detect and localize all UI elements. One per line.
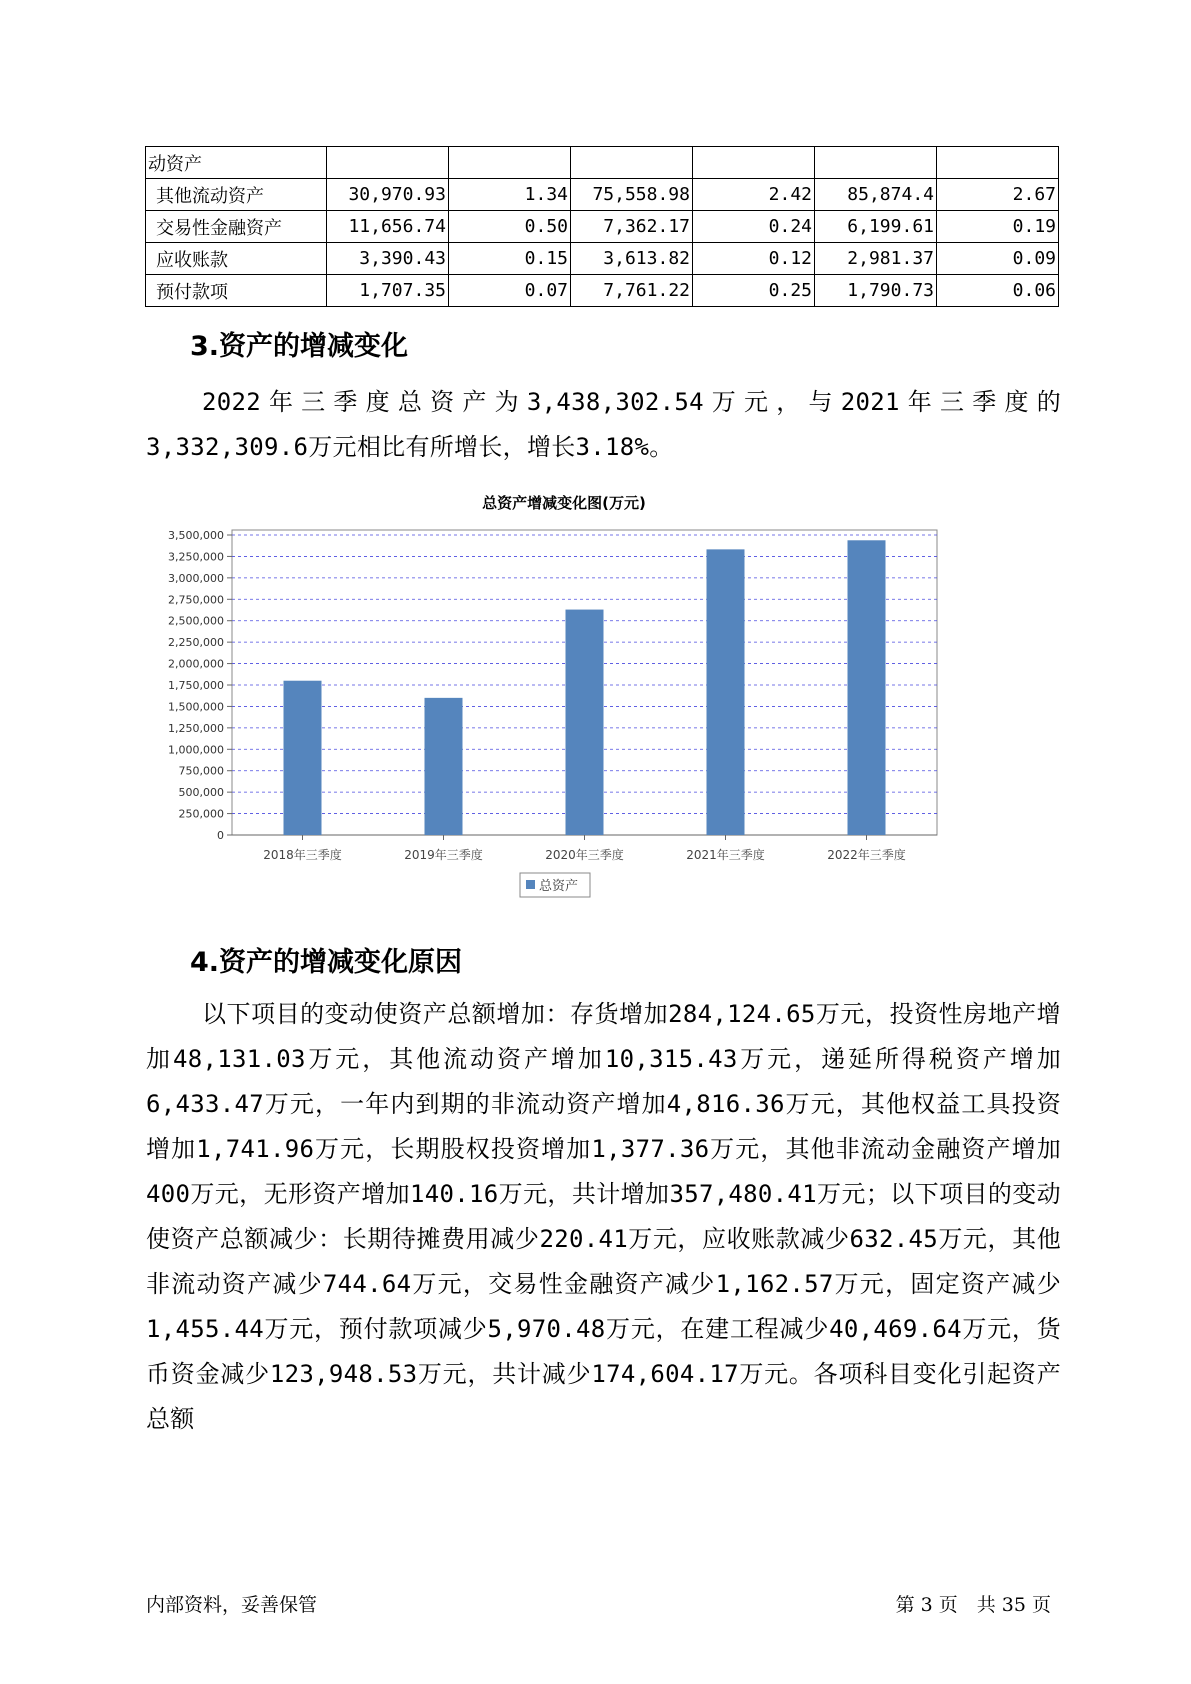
ratio-cell: 0.07 [449, 275, 571, 307]
row-label: 动资产 [146, 147, 327, 179]
y-tick-label: 2,250,000 [168, 636, 224, 650]
section3-paragraph: 2022年三季度总资产为3,438,302.54万元，与2021年三季度的3,332,309.6万元相比有所增长，增长3.18%。 [146, 388, 1061, 461]
row-label: 预付款项 [146, 275, 327, 307]
x-tick-label: 2022年三季度 [827, 848, 906, 862]
amount-cell: 7,362.17 [571, 211, 693, 243]
bar-2 [425, 698, 463, 835]
ratio-cell: 0.06 [937, 275, 1059, 307]
y-tick-label: 1,500,000 [168, 700, 224, 714]
y-tick-label: 0 [217, 829, 224, 842]
amount-cell [327, 147, 449, 179]
y-tick-label: 500,000 [178, 786, 224, 800]
amount-cell: 11,656.74 [327, 211, 449, 243]
legend-label: 总资产 [539, 879, 579, 894]
amount-cell: 1,790.73 [815, 275, 937, 307]
y-tick-label: 750,000 [178, 764, 224, 778]
total-assets-bar-chart [150, 494, 1030, 980]
table-row [146, 211, 1059, 243]
x-tick-label: 2021年三季度 [686, 848, 765, 862]
amount-cell: 75,558.98 [571, 179, 693, 211]
y-tick-label: 3,500,000 [168, 529, 224, 542]
amount-cell: 30,970.93 [327, 179, 449, 211]
ratio-cell: 0.24 [693, 211, 815, 243]
x-tick-label: 2020年三季度 [545, 848, 624, 862]
table-row [146, 179, 1059, 211]
ratio-cell [937, 147, 1059, 179]
amount-cell: 7,761.22 [571, 275, 693, 307]
bar-3 [566, 610, 604, 835]
ratio-cell: 0.15 [449, 243, 571, 275]
table-row [146, 147, 1059, 179]
row-label: 交易性金融资产 [146, 211, 327, 243]
y-tick-label: 1,250,000 [168, 721, 224, 735]
bar-4 [707, 549, 745, 835]
table-row [146, 243, 1059, 275]
x-tick-label: 2019年三季度 [404, 848, 483, 862]
ratio-cell: 2.67 [937, 179, 1059, 211]
amount-cell: 3,613.82 [571, 243, 693, 275]
amount-cell: 3,390.43 [327, 243, 449, 275]
y-tick-label: 2,750,000 [168, 593, 224, 607]
amount-cell: 2,981.37 [815, 243, 937, 275]
y-tick-label: 250,000 [178, 807, 224, 821]
y-tick-label: 3,000,000 [168, 571, 224, 585]
amount-cell [571, 147, 693, 179]
footer-confidential-note: 内部资料，妥善保管 [146, 1594, 318, 1616]
y-tick-label: 3,250,000 [168, 550, 224, 564]
amount-cell: 85,874.4 [815, 179, 937, 211]
chart-title: 总资产增减变化图(万元) [482, 494, 646, 512]
ratio-cell [693, 147, 815, 179]
asset-table [145, 146, 1059, 307]
row-label: 应收账款 [146, 243, 327, 275]
bar-5 [848, 540, 886, 835]
ratio-cell: 2.42 [693, 179, 815, 211]
ratio-cell: 0.50 [449, 211, 571, 243]
ratio-cell: 0.12 [693, 243, 815, 275]
ratio-cell: 0.25 [693, 275, 815, 307]
legend-swatch [526, 880, 535, 889]
y-tick-label: 1,000,000 [168, 743, 224, 757]
x-tick-label: 2018年三季度 [263, 848, 342, 862]
amount-cell: 1,707.35 [327, 275, 449, 307]
bar-1 [284, 681, 322, 835]
y-tick-label: 2,500,000 [168, 614, 224, 628]
y-tick-label: 1,750,000 [168, 679, 224, 692]
amount-cell: 6,199.61 [815, 211, 937, 243]
ratio-cell: 1.34 [449, 179, 571, 211]
y-tick-label: 2,000,000 [168, 657, 224, 671]
row-label: 其他流动资产 [146, 179, 327, 211]
section3-heading: 3.资产的增减变化 [190, 331, 409, 362]
ratio-cell: 0.19 [937, 211, 1059, 243]
amount-cell [815, 147, 937, 179]
ratio-cell: 0.09 [937, 243, 1059, 275]
footer-page-number: 第 3 页 共 35 页 [895, 1594, 1051, 1616]
ratio-cell [449, 147, 571, 179]
table-row [146, 275, 1059, 307]
section4-paragraph: 以下项目的变动使资产总额增加：存货增加284,124.65万元，投资性房地产增加48,131.03万元，其他流动资产增加10,315.43万元，递延所得税资产增加6,433.47万元，一年内到期的非流动资产增加4,816.36万元，其他权益工具投资增加1,741.96万元，长期股权投资增加1,377.36万元，其他非流动金融资产增加400万元，无形资产增加140.16万元，共计增加357,480.41万元；以下项目的变动使资产总额减少：长期待摊费用减少220.41万元，应收账款减少632.45万元，其他非流动资产减少744.64万元，交易性金融资产减少1,162.57万元，固定资产减少1,455.44万元，预付款项减少5,970.48万元，在建工程减少40,469.64万元，货币资金减少123,948.53万元，共计减少174,604.17万元。各项科目变化引起资产总额 [146, 1000, 1061, 1433]
section4-heading: 4.资产的增减变化原因 [190, 947, 463, 978]
